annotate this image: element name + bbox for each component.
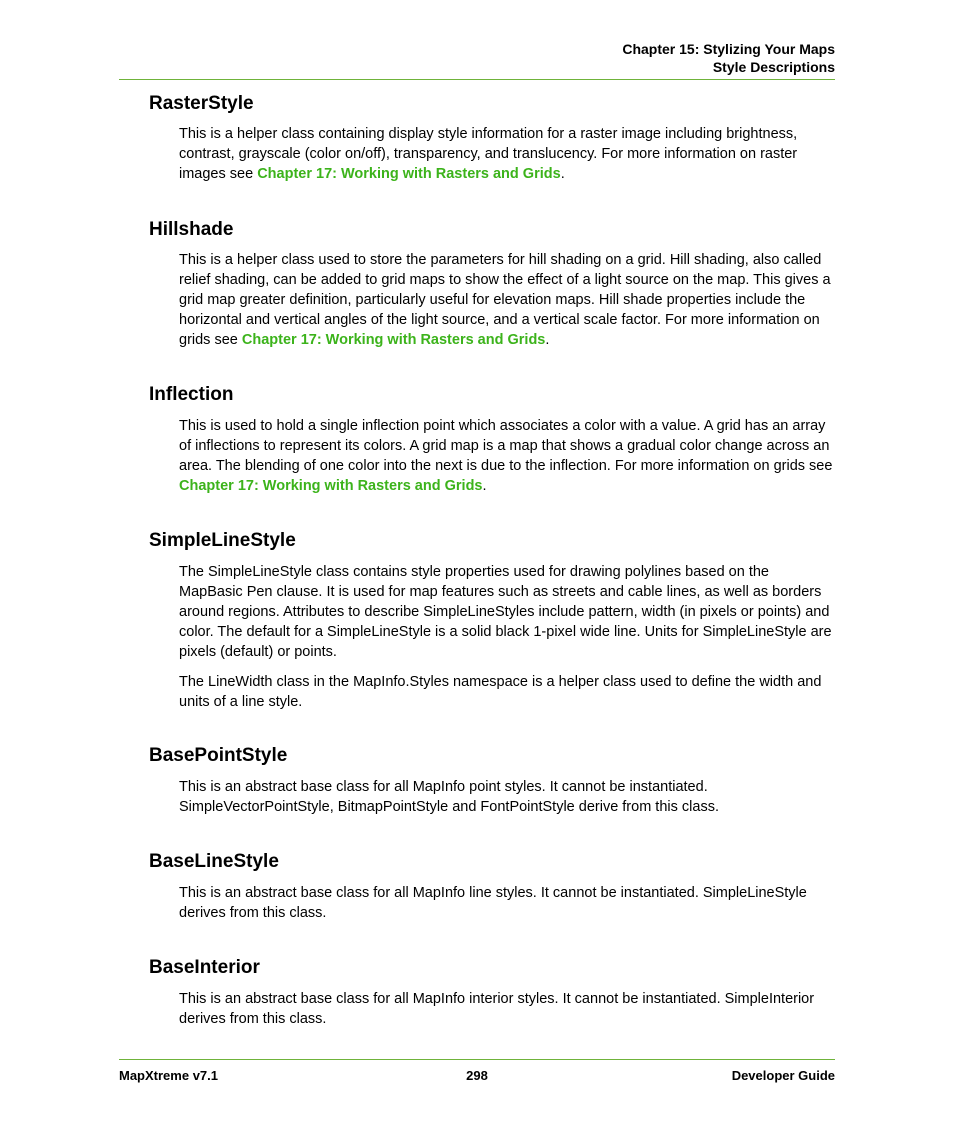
section-simplelinestyle: [149, 530, 839, 722]
footer-product: MapXtreme v7.1: [119, 1068, 218, 1083]
paragraph-text-end: .: [482, 478, 487, 494]
paragraph-text-end: .: [545, 332, 550, 348]
section-title: BasePointStyle: [149, 745, 288, 766]
header-chapter: Chapter 15: Stylizing Your Maps: [622, 41, 835, 57]
running-header: [119, 40, 835, 76]
section-title: Hillshade: [149, 219, 234, 240]
section-paragraph: [179, 124, 835, 184]
header-rule: [119, 79, 835, 80]
section-title: SimpleLineStyle: [149, 530, 296, 551]
chapter-link[interactable]: Chapter 17: Working with Rasters and Grids: [179, 478, 483, 494]
section-paragraph-2: The LineWidth class in the MapInfo.Styles namespace is a helper class used to define the width and units of a line style.: [179, 674, 822, 710]
paragraph-text-end: .: [560, 166, 565, 182]
section-inflection: [149, 384, 839, 506]
section-paragraph: This is an abstract base class for all MapInfo line styles. It cannot be instantiated. SimpleLineStyle derives from this class.: [179, 885, 807, 921]
section-hillshade: [149, 219, 839, 360]
paragraph-text: This is used to hold a single inflection point which associates a color with a value. A grid has an array of inflections to represent its colors. A grid map is a map that shows a gradual color change across an area. The blending of one color into the next is due to the inflection. For more information on grids see: [179, 418, 833, 474]
section-paragraph: The SimpleLineStyle class contains style properties used for drawing polylines based on the MapBasic Pen clause. It is used for map features such as streets and cable lines, as well as borders around regions. Attributes to describe SimpleLineStyles include pattern, width (in pixels or points) and color. The default for a SimpleLineStyle is a solid black 1-pixel wide line. Units for SimpleLineStyle are pixels (default) or points.: [179, 564, 832, 660]
footer-rule: [119, 1059, 835, 1060]
section-basepointstyle: [149, 745, 839, 827]
section-title: RasterStyle: [149, 93, 254, 114]
header-section: Style Descriptions: [712, 59, 835, 75]
chapter-link[interactable]: Chapter 17: Working with Rasters and Grids: [257, 166, 561, 182]
section-paragraph: [179, 416, 835, 496]
running-footer: [119, 1067, 835, 1085]
section-paragraph: This is an abstract base class for all MapInfo interior styles. It cannot be instantiated. SimpleInterior derives from this class.: [179, 991, 815, 1027]
paragraph-text: This is a helper class containing display style information for a raster image including brightness, contrast, grayscale (color on/off), transparency, and translucency. For more information on raster images see: [179, 126, 798, 182]
section-paragraph: This is an abstract base class for all MapInfo point styles. It cannot be instantiated. SimpleVectorPointStyle, BitmapPointStyle and FontPointStyle derive from this class.: [179, 779, 719, 815]
footer-guide: Developer Guide: [731, 1068, 835, 1083]
section-title: BaseLineStyle: [149, 851, 279, 872]
section-title: BaseInterior: [149, 957, 260, 978]
section-baseinterior: [149, 957, 839, 1039]
section-title: Inflection: [149, 384, 234, 405]
paragraph-text: This is a helper class used to store the parameters for hill shading on a grid. Hill shading, also called relief shading, can be added to grid maps to show the effect of a light source on the map. This gives a grid map greater definition, particularly useful for elevation maps. Hill shade properties include the horizontal and vertical angles of the light source, and a vertical scale factor. For more information on grids see: [179, 252, 831, 348]
section-baselinestyle: [149, 851, 839, 933]
page-number: 298: [466, 1068, 488, 1083]
chapter-link[interactable]: Chapter 17: Working with Rasters and Grids: [241, 332, 546, 348]
section-rasterstyle: [149, 93, 839, 194]
section-paragraph: [179, 250, 835, 350]
